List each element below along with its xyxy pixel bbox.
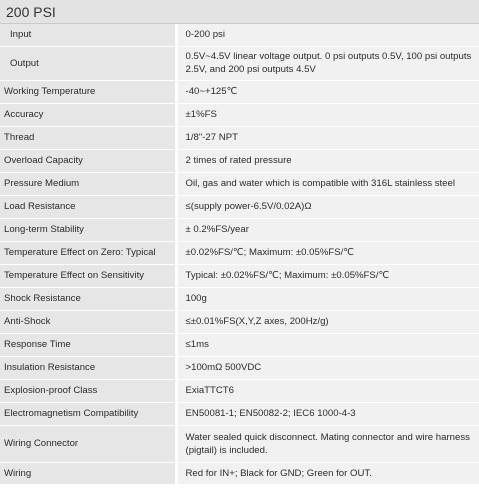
row-label: Anti-Shock <box>0 310 176 333</box>
table-row <box>0 379 479 402</box>
table-row <box>0 241 479 264</box>
row-label: Overload Capacity <box>0 149 176 172</box>
row-label: Output <box>0 46 176 80</box>
table-row <box>0 172 479 195</box>
table-row <box>0 80 479 103</box>
row-value: 2 times of rated pressure <box>176 149 479 172</box>
row-label: Explosion-proof Class <box>0 379 176 402</box>
row-value: ≤±0.01%FS(X,Y,Z axes, 200Hz/g) <box>176 310 479 333</box>
table-row <box>0 310 479 333</box>
table-row <box>0 333 479 356</box>
row-label: Response Time <box>0 333 176 356</box>
spec-table <box>0 24 479 485</box>
table-row <box>0 402 479 425</box>
row-label: Load Resistance <box>0 195 176 218</box>
row-value: ≤1ms <box>176 333 479 356</box>
table-row <box>0 24 479 46</box>
row-label: Wiring Connector <box>0 425 176 462</box>
row-value: ± 0.2%FS/year <box>176 218 479 241</box>
table-row <box>0 126 479 149</box>
row-label: Wiring <box>0 462 176 484</box>
table-row <box>0 149 479 172</box>
row-value: ExiaTTCT6 <box>176 379 479 402</box>
row-value: Water sealed quick disconnect. Mating connector and wire harness (pigtail) is included. <box>176 425 479 462</box>
table-row <box>0 218 479 241</box>
row-label: Temperature Effect on Sensitivity <box>0 264 176 287</box>
table-row <box>0 103 479 126</box>
row-label: Input <box>0 24 176 46</box>
row-label: Shock Resistance <box>0 287 176 310</box>
table-row <box>0 462 479 484</box>
row-value: ≤(supply power-6.5V/0.02A)Ω <box>176 195 479 218</box>
row-value: 0-200 psi <box>176 24 479 46</box>
row-label: Pressure Medium <box>0 172 176 195</box>
row-value: 0.5V~4.5V linear voltage output. 0 psi outputs 0.5V, 100 psi outputs 2.5V, and 200 psi outputs 4.5V <box>176 46 479 80</box>
row-value: -40~+125℃ <box>176 80 479 103</box>
table-row <box>0 425 479 462</box>
row-value: >100mΩ 500VDC <box>176 356 479 379</box>
row-value: 100g <box>176 287 479 310</box>
row-value: Red for IN+; Black for GND; Green for OUT. <box>176 462 479 484</box>
table-row <box>0 287 479 310</box>
table-row <box>0 356 479 379</box>
row-label: Temperature Effect on Zero: Typical <box>0 241 176 264</box>
row-value: Typical: ±0.02%FS/℃; Maximum: ±0.05%FS/℃ <box>176 264 479 287</box>
row-label: Accuracy <box>0 103 176 126</box>
table-row <box>0 46 479 80</box>
table-row <box>0 195 479 218</box>
row-value: EN50081-1; EN50082-2; IEC6 1000-4-3 <box>176 402 479 425</box>
spec-title: 200 PSI <box>0 0 479 24</box>
row-value: Oil, gas and water which is compatible with 316L stainless steel <box>176 172 479 195</box>
row-value: ±1%FS <box>176 103 479 126</box>
table-row <box>0 264 479 287</box>
row-label: Insulation Resistance <box>0 356 176 379</box>
row-value: ±0.02%FS/℃; Maximum: ±0.05%FS/℃ <box>176 241 479 264</box>
row-value: 1/8"-27 NPT <box>176 126 479 149</box>
row-label: Working Temperature <box>0 80 176 103</box>
row-label: Thread <box>0 126 176 149</box>
row-label: Electromagnetism Compatibility <box>0 402 176 425</box>
row-label: Long-term Stability <box>0 218 176 241</box>
